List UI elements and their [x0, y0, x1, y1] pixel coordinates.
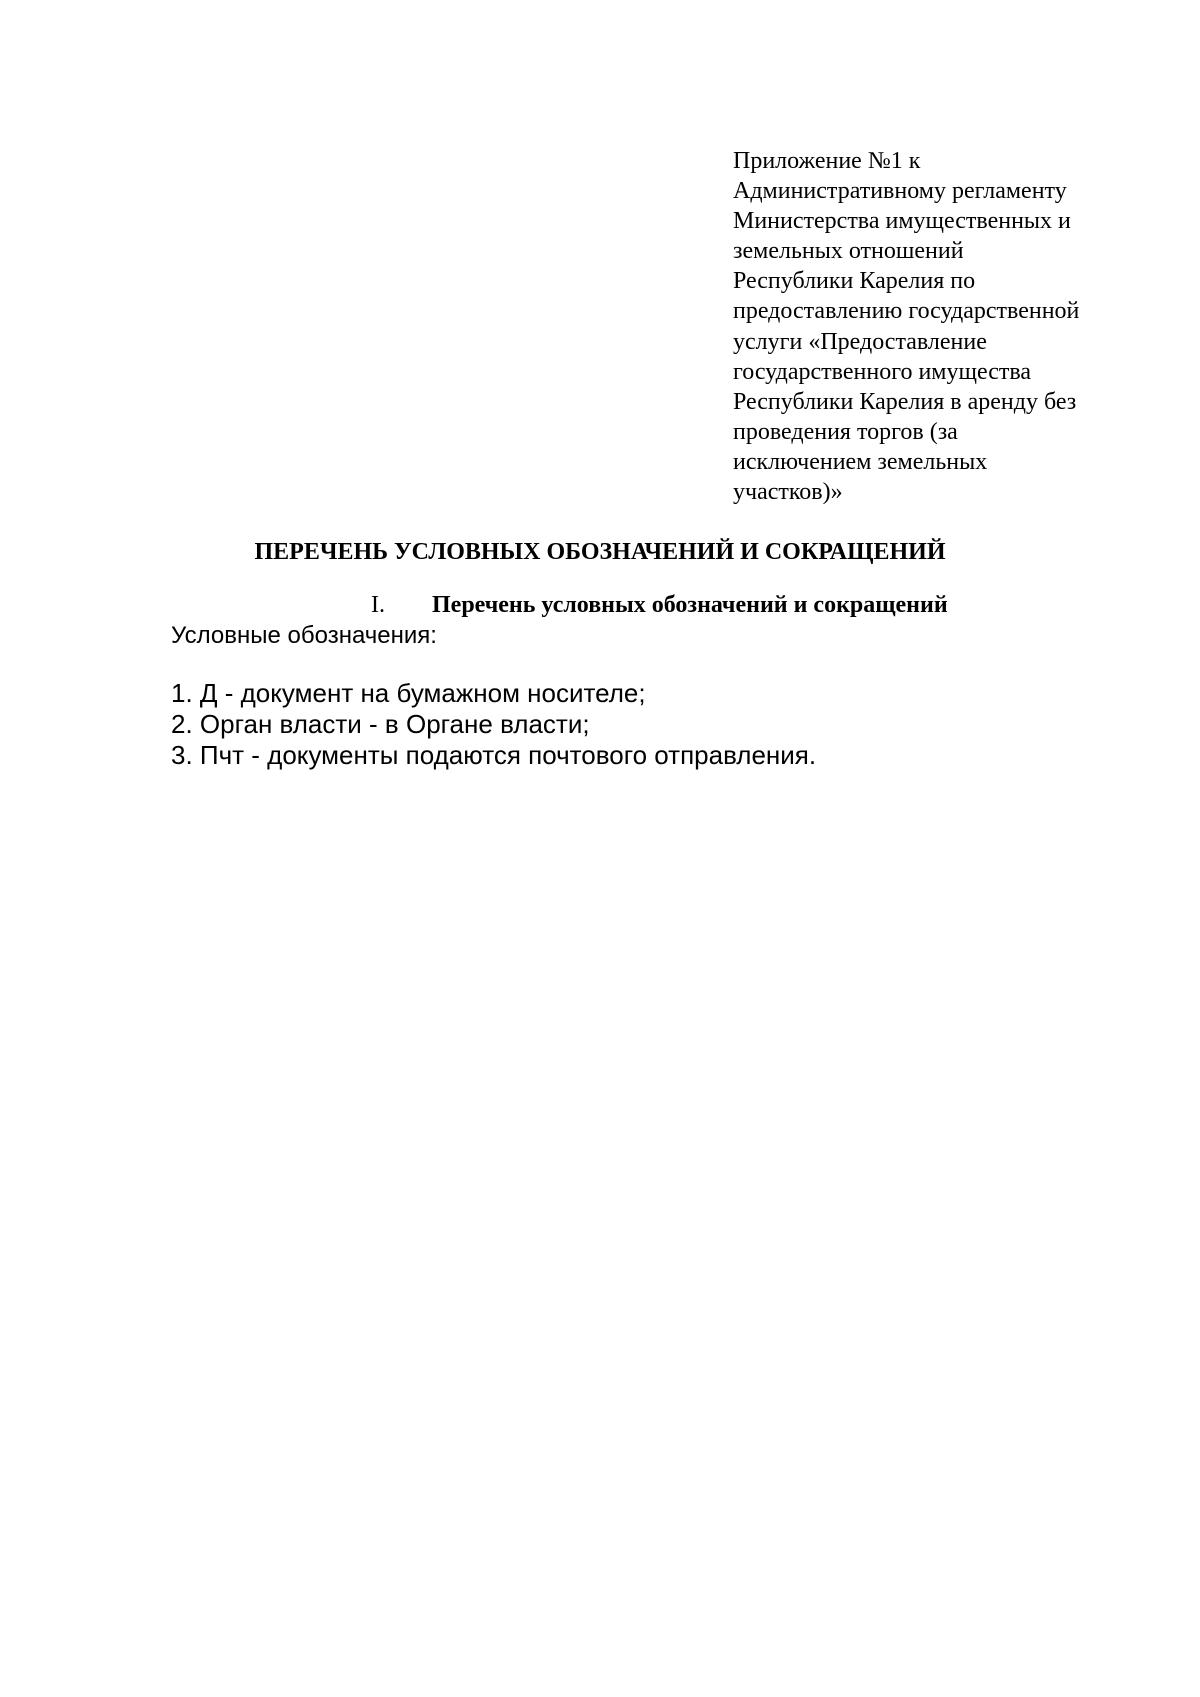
- section-number: I.: [371, 592, 385, 618]
- appendix-note-line: исключением земельных: [733, 448, 988, 475]
- appendix-note: [733, 146, 1153, 507]
- legend-item: 1. Д - документ на бумажном носителе;: [171, 678, 646, 708]
- appendix-note-line: земельных отношений: [733, 238, 964, 265]
- appendix-note-line: услуги «Предоставление: [733, 328, 987, 355]
- appendix-note-line: Министерства имущественных и: [733, 208, 1071, 235]
- appendix-note-line: участков)»: [733, 479, 843, 506]
- appendix-note-line: Административному регламенту: [733, 178, 1067, 205]
- appendix-note-line: государственного имущества: [733, 358, 1032, 385]
- appendix-note-line: проведения торгов (за: [733, 418, 958, 445]
- legend-item: 2. Орган власти - в Органе власти;: [171, 709, 590, 739]
- legend-label: Условные обозначения:: [171, 622, 437, 649]
- legend-item: 3. Пчт - документы подаются почтового отправления.: [171, 740, 817, 770]
- appendix-note-line: Республики Карелия по: [733, 268, 976, 295]
- legend-list: [171, 678, 816, 771]
- appendix-note-line: Приложение №1 к: [733, 148, 921, 174]
- appendix-note-line: Республики Карелия в аренду без: [733, 388, 1077, 415]
- main-title: ПЕРЕЧЕНЬ УСЛОВНЫХ ОБОЗНАЧЕНИЙ И СОКРАЩЕНИЙ: [254, 539, 946, 565]
- appendix-note-line: предоставлению государственной: [733, 298, 1080, 325]
- section-title: Перечень условных обозначений и сокращений: [432, 592, 948, 618]
